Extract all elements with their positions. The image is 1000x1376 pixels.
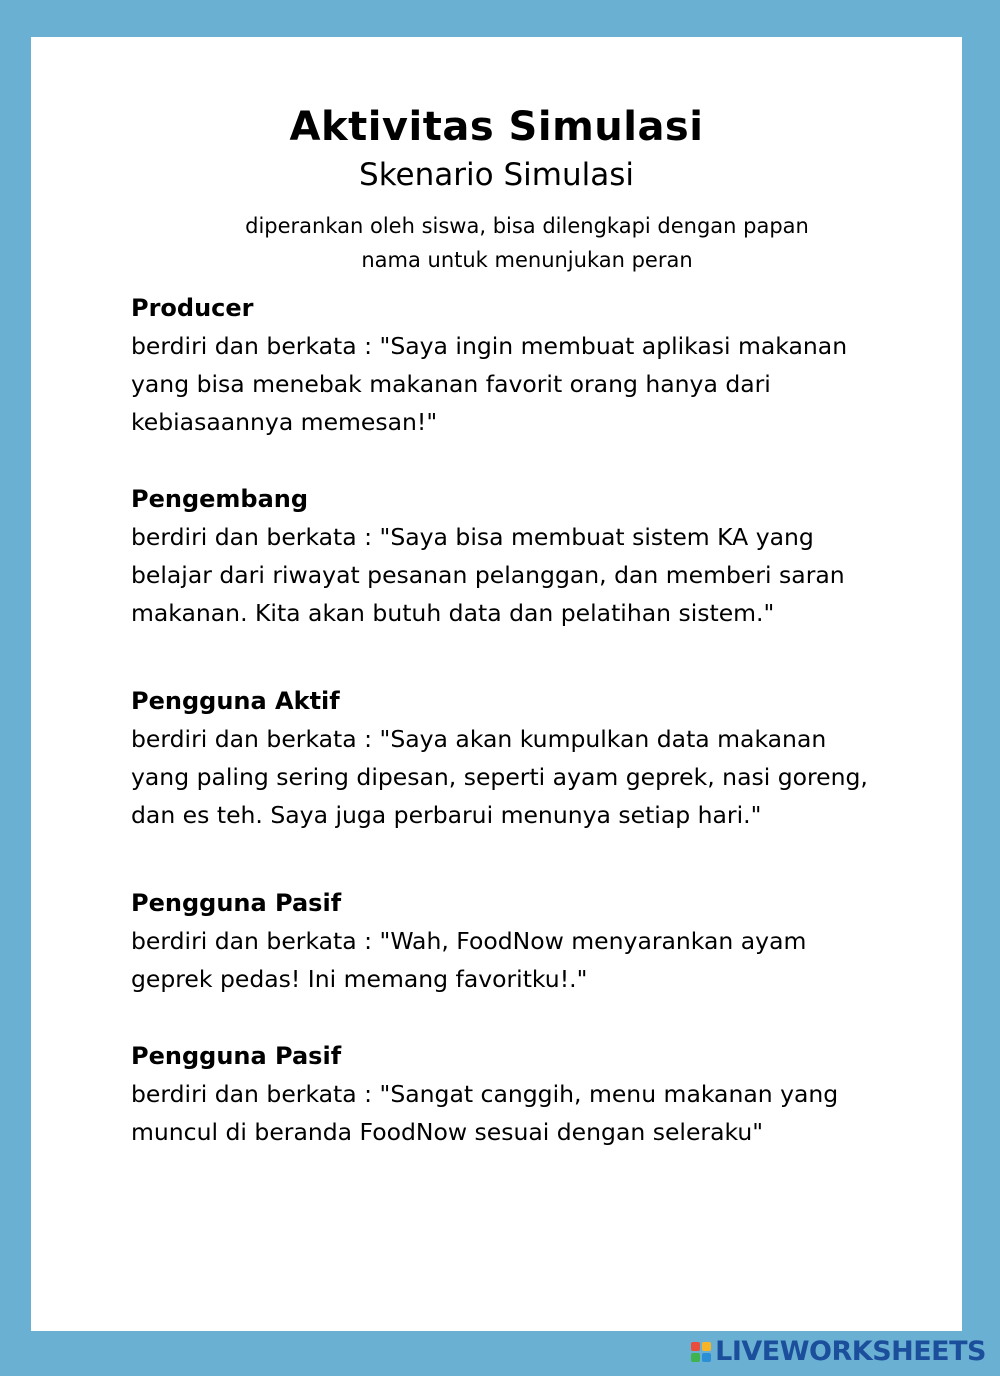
intro-line: nama untuk menunjukan peran	[361, 248, 693, 272]
role-line: berdiri dan berkata : "Wah, FoodNow menyarankan ayam	[131, 927, 807, 955]
role-line: muncul di beranda FoodNow sesuai dengan seleraku"	[131, 1118, 764, 1146]
role-pengguna-pasif-2	[131, 1037, 941, 1151]
intro-text	[181, 209, 873, 277]
role-producer	[131, 289, 941, 441]
role-name: Pengembang	[131, 485, 309, 513]
brand-text: LIVEWORKSHEETS	[715, 1336, 986, 1367]
intro-line: diperankan oleh siswa, bisa dilengkapi dengan papan	[245, 214, 809, 238]
role-name: Producer	[131, 294, 254, 322]
role-line: makanan. Kita akan butuh data dan pelatihan sistem."	[131, 599, 775, 627]
liveworksheets-mark-icon	[691, 1342, 711, 1362]
role-line: berdiri dan berkata : "Saya akan kumpulkan data makanan	[131, 725, 827, 753]
worksheet-page	[31, 37, 962, 1331]
role-name: Pengguna Aktif	[131, 687, 340, 715]
role-line: geprek pedas! Ini memang favoritku!."	[131, 965, 588, 993]
role-line: yang bisa menebak makanan favorit orang hanya dari	[131, 370, 771, 398]
role-line: berdiri dan berkata : "Sangat canggih, menu makanan yang	[131, 1080, 839, 1108]
role-line: belajar dari riwayat pesanan pelanggan, dan memberi saran	[131, 561, 845, 589]
page-title: Aktivitas Simulasi	[289, 104, 704, 150]
role-pengguna-pasif-1	[131, 884, 941, 998]
role-line: kebiasaannya memesan!"	[131, 408, 438, 436]
liveworksheets-logo[interactable]	[691, 1337, 986, 1367]
role-name: Pengguna Pasif	[131, 889, 342, 917]
mark-square	[702, 1342, 711, 1351]
mark-square	[702, 1353, 711, 1362]
role-line: berdiri dan berkata : "Saya bisa membuat sistem KA yang	[131, 523, 814, 551]
mark-square	[691, 1353, 700, 1362]
page-subtitle: Skenario Simulasi	[359, 157, 634, 193]
role-pengguna-aktif	[131, 682, 941, 834]
mark-square	[691, 1342, 700, 1351]
role-name: Pengguna Pasif	[131, 1042, 342, 1070]
role-line: yang paling sering dipesan, seperti ayam geprek, nasi goreng,	[131, 763, 868, 791]
role-pengembang	[131, 480, 941, 632]
role-line: dan es teh. Saya juga perbarui menunya setiap hari."	[131, 801, 762, 829]
role-line: berdiri dan berkata : "Saya ingin membuat aplikasi makanan	[131, 332, 848, 360]
